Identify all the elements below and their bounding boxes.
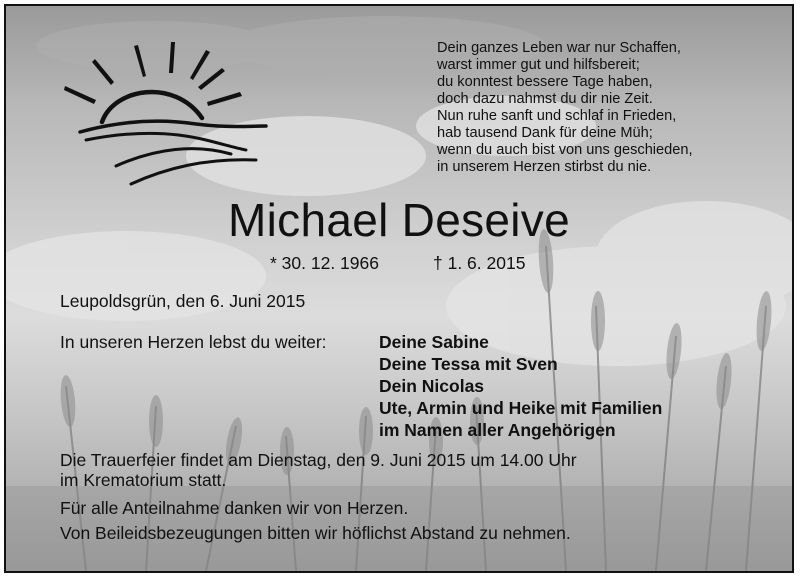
mourner-name: Deine Tessa mit Sven bbox=[379, 354, 558, 374]
poem-line: Nun ruhe sanft und schlaf in Frieden, bbox=[437, 108, 677, 124]
poem-line: Dein ganzes Leben war nur Schaffen, bbox=[437, 40, 681, 56]
mourner-name: Dein Nicolas bbox=[379, 376, 485, 396]
ceremony-line-2: im Krematorium statt. bbox=[60, 470, 227, 490]
thanks-text: Für alle Anteilnahme danken wir von Herzen. bbox=[60, 498, 409, 518]
obituary-notice bbox=[4, 4, 794, 573]
death-date: † 1. 6. 2015 bbox=[433, 253, 526, 273]
poem-line: du konntest bessere Tage haben, bbox=[437, 74, 653, 90]
condolence-request: Von Beileidsbezeugungen bitten wir höflichst Abstand zu nehmen. bbox=[60, 523, 571, 543]
poem-line: wenn du auch bist von uns geschieden, bbox=[437, 142, 693, 158]
mourner-name: im Namen aller Angehörigen bbox=[379, 420, 616, 440]
sunrise-over-hills-icon bbox=[56, 40, 271, 192]
poem-line: doch dazu nahmst du dir nie Zeit. bbox=[437, 91, 653, 107]
birth-date: * 30. 12. 1966 bbox=[270, 253, 379, 273]
mourner-name: Deine Sabine bbox=[379, 332, 489, 352]
poem-line: in unserem Herzen stirbst du nie. bbox=[437, 159, 652, 175]
poem bbox=[437, 40, 777, 176]
poem-line: warst immer gut und hilfsbereit; bbox=[437, 57, 640, 73]
mourners-list bbox=[379, 331, 662, 441]
place-and-date: Leupoldsgrün, den 6. Juni 2015 bbox=[60, 291, 306, 311]
deceased-name: Michael Deseive bbox=[228, 194, 570, 246]
mourners-intro: In unseren Herzen lebst du weiter: bbox=[60, 332, 327, 352]
ceremony-line-1: Die Trauerfeier findet am Dienstag, den 9. Juni 2015 um 14.00 Uhr bbox=[60, 450, 577, 470]
mourner-name: Ute, Armin und Heike mit Familien bbox=[379, 398, 663, 418]
poem-line: hab tausend Dank für deine Müh; bbox=[437, 125, 653, 141]
